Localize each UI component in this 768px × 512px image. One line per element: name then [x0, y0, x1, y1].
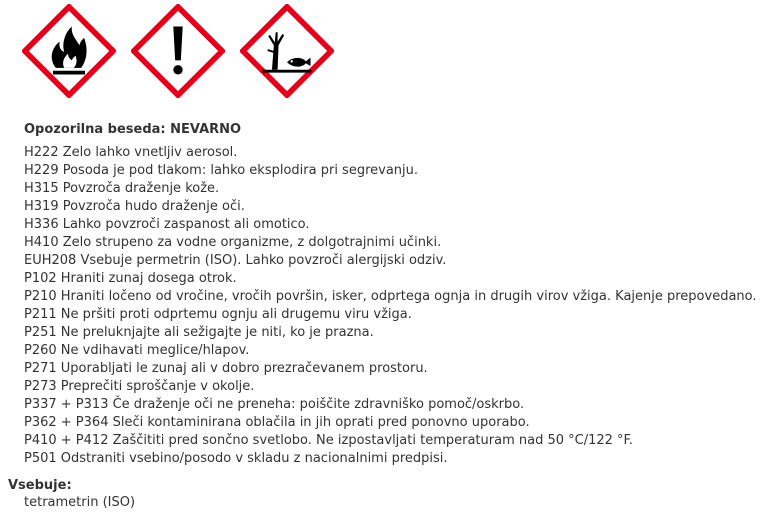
statement-p337-p313: P337 + P313 Če draženje oči ne preneha: poiščite zdravniško pomoč/oskrbo. — [24, 397, 525, 412]
statement-h315: H315 Povzroča draženje kože. — [24, 181, 220, 196]
statement-h410: H410 Zelo strupeno za vodne organizme, z dolgotrajnimi učinki. — [24, 235, 442, 250]
statement-p251: P251 Ne preluknjajte ali sežigajte je niti, ko je prazna. — [24, 325, 374, 340]
contains-value: tetrametrin (ISO) — [24, 495, 136, 510]
flame-icon — [22, 4, 116, 98]
contains-label: Vsebuje: — [8, 478, 72, 493]
statement-p102: P102 Hraniti zunaj dosega otrok. — [24, 271, 237, 286]
statement-p260: P260 Ne vdihavati meglice/hlapov. — [24, 343, 250, 358]
environment-icon — [240, 4, 334, 98]
hazard-precautionary-statements — [24, 144, 757, 468]
statement-p271: P271 Uporabljati le zunaj ali v dobro prezračevanem prostoru. — [24, 361, 428, 376]
statement-p410-p412: P410 + P412 Zaščititi pred sončno svetlobo. Ne izpostavljati temperaturam nad 50 °C/122 °F. — [24, 433, 634, 448]
statement-p273: P273 Preprečiti sproščanje v okolje. — [24, 379, 255, 394]
statement-p210: P210 Hraniti ločeno od vročine, vročih površin, isker, odprtega ognja in drugih virov vžiga. Kajenje prepovedano. — [24, 289, 757, 304]
signal-word: Opozorilna beseda: NEVARNO — [24, 122, 242, 137]
statement-h319: H319 Povzroča hudo draženje oči. — [24, 199, 245, 214]
statement-p501: P501 Odstraniti vsebino/posodo v skladu z nacionalnimi predpisi. — [24, 451, 448, 466]
statement-p211: P211 Ne pršiti proti odprtemu ognju ali drugemu viru vžiga. — [24, 307, 412, 322]
statement-h336: H336 Lahko povzroči zaspanost ali omotico. — [24, 217, 310, 232]
exclamation-mark-icon — [131, 4, 225, 98]
statement-h222: H222 Zelo lahko vnetljiv aerosol. — [24, 145, 238, 160]
statement-p362-p364: P362 + P364 Sleči kontaminirana oblačila in jih oprati pred ponovno uporabo. — [24, 415, 530, 430]
statement-euh208: EUH208 Vsebuje permetrin (ISO). Lahko povzroči alergijski odziv. — [24, 253, 447, 268]
statement-h229: H229 Posoda je pod tlakom: lahko eksplodira pri segrevanju. — [24, 163, 419, 178]
